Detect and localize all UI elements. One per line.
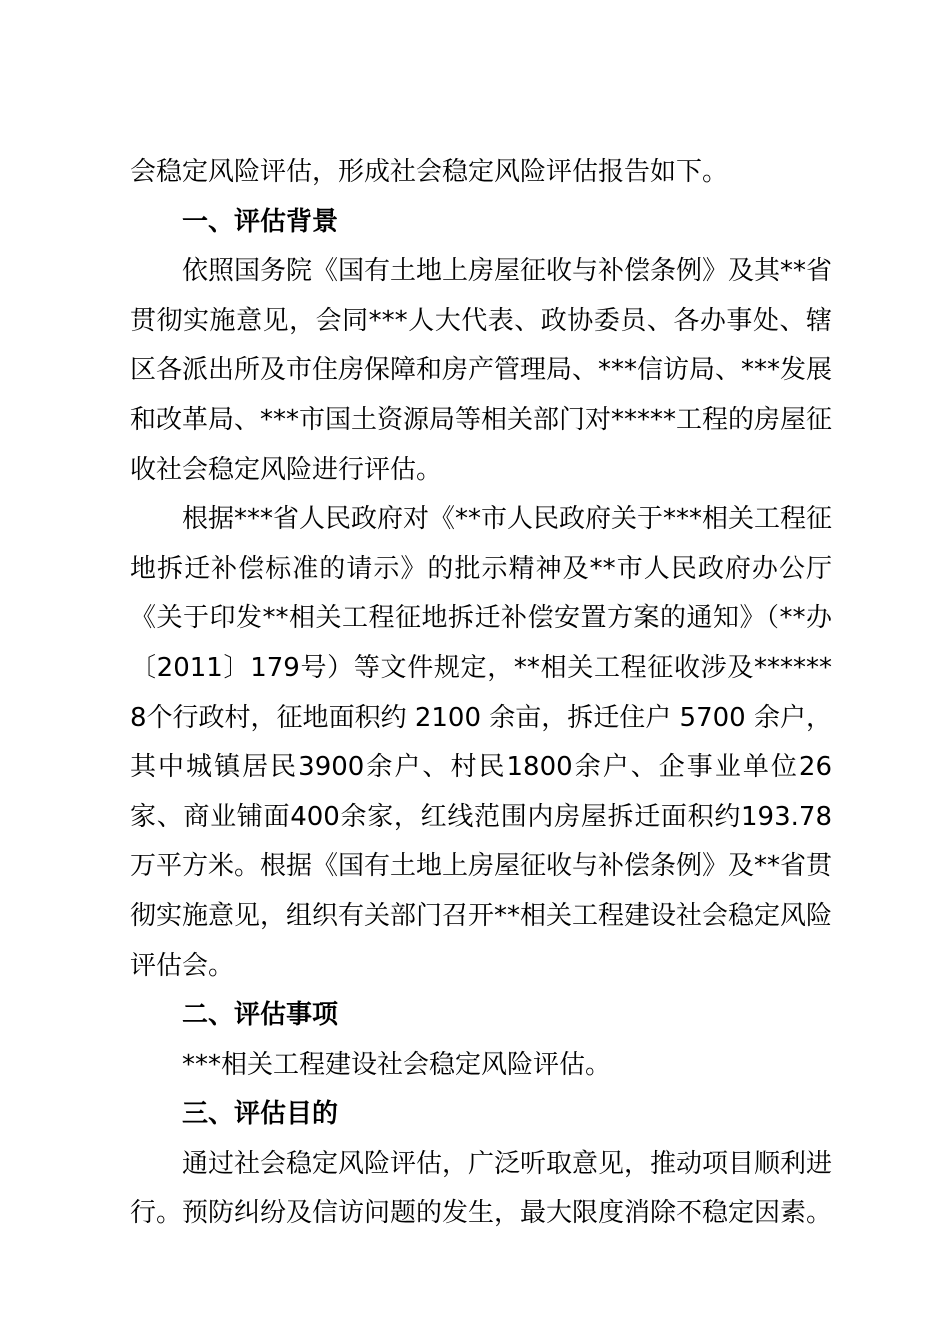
section-heading-matters: 二、评估事项 xyxy=(182,1000,339,1031)
section-heading-purpose: 三、评估目的 xyxy=(182,1099,339,1130)
document-page xyxy=(130,148,832,1239)
paragraph-purpose: 通过社会稳定风险评估，广泛听取意见，推动项目顺利进行。预防纠纷及信访问题的发生，最大限度消除不稳定因素。 xyxy=(130,1148,833,1229)
paragraph-background-basis: 依照国务院《国有土地上房屋征收与补偿条例》及其**省贯彻实施意见，会同***人大代表、政协委员、各办事处、辖区各派出所及市住房保障和房产管理局、***信访局、***发展和改革局、***市国土资源局等相关部门对*****工程的房屋征收社会稳定风险进行评估。 xyxy=(130,256,833,485)
section-heading-background: 一、评估背景 xyxy=(182,206,339,237)
paragraph-matters: ***相关工程建设社会稳定风险评估。 xyxy=(182,1049,612,1080)
paragraph-intro-continuation: 会稳定风险评估，形成社会稳定风险评估报告如下。 xyxy=(130,157,729,187)
paragraph-background-scope: 根据***省人民政府对《**市人民政府关于***相关工程征地拆迁补偿标准的请示》的批示精神及**市人民政府办公厅《关于印发**相关工程征地拆迁补偿安置方案的通知》（**办〔2011〕179号）等文件规定，**相关工程征收涉及******8个行政村，征地面积约 2100 余亩，拆迁住户 5700 余户，其中城镇居民3900余户、村民1800余户、企事业单位26家、商业铺面400余家，红线范围内房屋拆迁面积约193.78万平方米。根据《国有土地上房屋征收与补偿条例》及**省贯彻实施意见，组织有关部门召开**相关工程建设社会稳定风险评估会。 xyxy=(130,504,833,981)
